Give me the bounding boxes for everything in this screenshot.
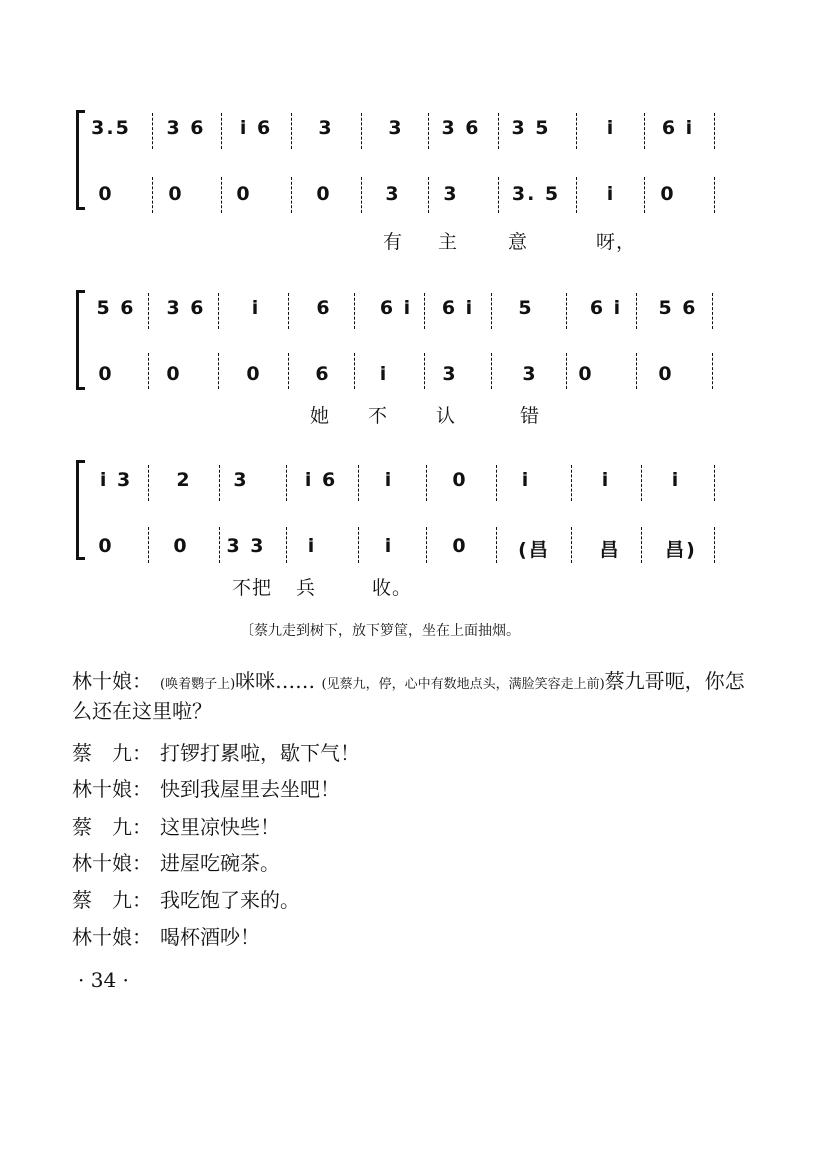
- note: 5 6: [96, 297, 136, 319]
- note: 6 i: [661, 117, 695, 139]
- speaker: 林十娘：: [72, 851, 152, 875]
- note: 3: [443, 183, 459, 205]
- lyric: 错: [520, 405, 541, 427]
- lyric: 主: [438, 231, 459, 253]
- note: 5 6: [658, 297, 698, 319]
- dialogue-line: [72, 668, 752, 724]
- note: 0: [246, 363, 262, 385]
- speaker: 林十娘：: [72, 669, 152, 693]
- note: i 6: [239, 117, 273, 139]
- note: 0: [168, 183, 184, 205]
- dialogue-text: 这里凉快些！: [160, 815, 280, 839]
- note: 3: [385, 183, 401, 205]
- score-system-2: [76, 285, 726, 430]
- note: i 3: [99, 469, 133, 491]
- speaker: 林十娘：: [72, 925, 152, 949]
- dialogue-line: [72, 850, 752, 876]
- lyric: 认: [436, 405, 457, 427]
- note: (昌: [518, 539, 550, 561]
- note: 3. 5: [511, 183, 561, 205]
- note: 0: [452, 469, 468, 491]
- note: i: [521, 469, 531, 491]
- dialogue-line: [72, 814, 752, 840]
- speaker: 林十娘：: [72, 777, 152, 801]
- note: 6 i: [379, 297, 413, 319]
- note: 0: [173, 535, 189, 557]
- dialogue-text: 快到我屋里去坐吧！: [160, 777, 340, 801]
- note: 3: [442, 363, 458, 385]
- aside: (唤着鹦子上): [160, 677, 236, 692]
- dialogue-line: [72, 887, 752, 913]
- lyric: 呀，: [596, 231, 637, 253]
- page-number: · 34 ·: [78, 968, 129, 992]
- lyric: 收。: [372, 577, 413, 599]
- note: 6: [316, 297, 332, 319]
- note: i: [606, 183, 616, 205]
- note: 0: [98, 535, 114, 557]
- note: 5: [518, 297, 534, 319]
- lyric: 兵: [296, 577, 317, 599]
- note: i: [671, 469, 681, 491]
- note: i: [307, 535, 317, 557]
- note: i: [606, 117, 616, 139]
- dialogue-text: 咪咪……: [235, 669, 316, 693]
- note: 0: [452, 535, 468, 557]
- note: 3: [522, 363, 538, 385]
- note: i: [601, 469, 611, 491]
- note: 0: [658, 363, 674, 385]
- note: 0: [166, 363, 182, 385]
- score-system-3: [76, 455, 726, 600]
- dialogue-text: 我吃饱了来的。: [160, 888, 300, 912]
- dialogue-line: [72, 924, 752, 950]
- dialogue-text: 进屋吃碗茶。: [160, 851, 280, 875]
- note: 0: [578, 363, 594, 385]
- note: 昌: [599, 539, 621, 561]
- note: 0: [236, 183, 252, 205]
- lyric: 不: [368, 405, 389, 427]
- note: 6: [315, 363, 331, 385]
- note: 3: [318, 117, 334, 139]
- note: 3 6: [166, 297, 206, 319]
- lyric: 意: [508, 231, 529, 253]
- score-system-1: [76, 105, 726, 253]
- note: 0: [660, 183, 676, 205]
- speaker: 蔡 九：: [72, 888, 152, 912]
- note: 6 i: [441, 297, 475, 319]
- dialogue-line: [72, 740, 752, 766]
- note: 3: [233, 469, 249, 491]
- note: 3 6: [441, 117, 481, 139]
- note: i: [251, 297, 261, 319]
- stage-direction: 〔蔡九走到树下，放下箩筐，坐在上面抽烟。: [240, 623, 520, 639]
- dialogue-text: 喝杯酒吵！: [160, 925, 260, 949]
- note: 0: [316, 183, 332, 205]
- note: 3.5: [91, 117, 131, 139]
- note: i: [384, 535, 394, 557]
- note: 3 3: [226, 535, 266, 557]
- note: i: [384, 469, 394, 491]
- dialogue-line: [72, 776, 752, 802]
- note: 昌): [665, 539, 697, 561]
- note: 3: [388, 117, 404, 139]
- note: i 6: [304, 469, 338, 491]
- speaker: 蔡 九：: [72, 741, 152, 765]
- dialogue-text: 打锣打累啦，歇下气！: [160, 741, 360, 765]
- speaker: 蔡 九：: [72, 815, 152, 839]
- note: i: [379, 363, 389, 385]
- note: 6 i: [589, 297, 623, 319]
- dialogue-text: 蔡九哥呃，你怎么还在这里啦？: [72, 669, 745, 723]
- note: 3 5: [511, 117, 551, 139]
- lyric: 她: [310, 405, 331, 427]
- note: 0: [98, 183, 114, 205]
- note: 0: [98, 363, 114, 385]
- aside: (见蔡九，停，心中有数地点头，满脸笑容走上前): [321, 677, 605, 692]
- lyric: 不把: [232, 577, 273, 599]
- lyric: 有: [383, 231, 404, 253]
- note: 3 6: [166, 117, 206, 139]
- note: 2: [176, 469, 192, 491]
